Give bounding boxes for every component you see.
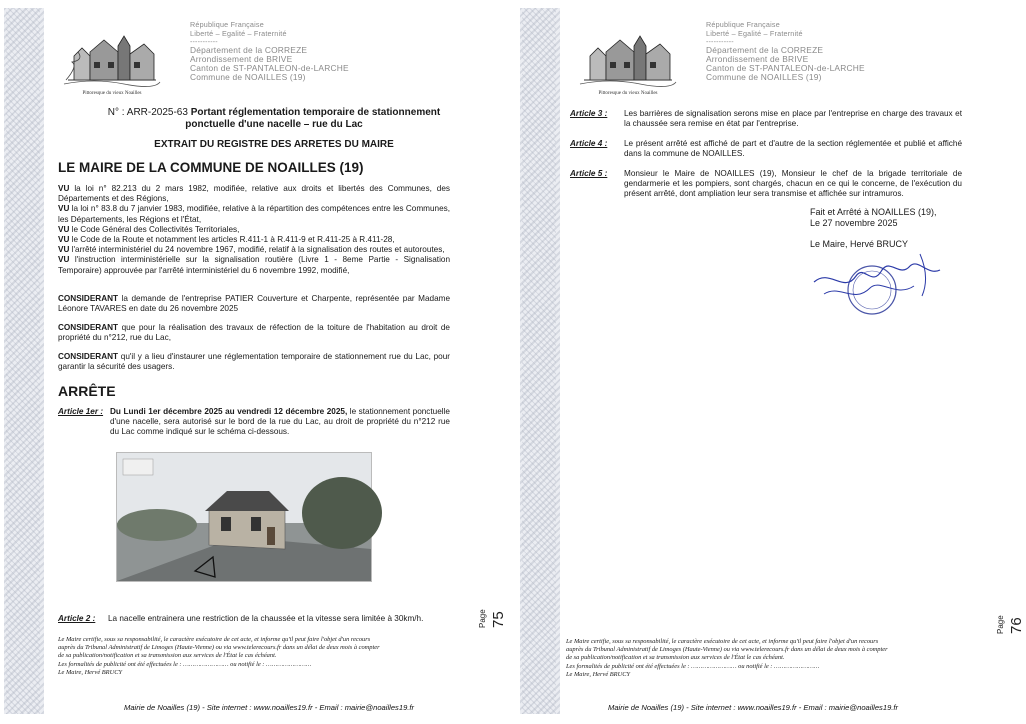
considerant-2: CONSIDERANT que pour la réalisation des travaux de réfection de la toiture de l'habitation au droit de propriété du n°212, rue du Lac,	[58, 323, 450, 343]
rf-line: République Française	[706, 20, 780, 29]
separator: -----------	[706, 39, 734, 46]
commune-line: Commune de NOAILLES (19)	[706, 72, 822, 82]
castle-drawing-icon	[580, 22, 676, 88]
ref-title-1: Portant réglementation temporaire de stationnement	[190, 107, 441, 118]
rf-line: République Française	[190, 20, 264, 29]
vu-item: VU le Code de la Route et notamment les articles R.411-1 à R.411-9 et R.411-25 à R.411-28,	[58, 235, 395, 245]
article-5-text: Monsieur le Maire de NOAILLES (19), Monsieur le chef de la brigade territoriale de gendarmerie et les pompiers, sont chargés, chacun en ce qui le concerne, de l'exécution du présent arrêté, dont ampliation leur sera transmise et affichée sur intramuros.	[624, 169, 962, 199]
page-footer: Mairie de Noailles (19) - Site internet : www.noailles19.fr - Email : mairie@noailles19.fr	[124, 703, 415, 712]
ref-title-2: ponctuelle d'une nacelle – rue du Lac	[185, 119, 363, 130]
document-page-76	[520, 8, 1025, 714]
signer-line: Le Maire, Hervé BRUCY	[810, 239, 909, 249]
vu-item: VU l'instruction interministérielle sur la signalisation routière (Livre 1 - 8eme Partie - Signalisation Temporaire) approuvée par l'arrêté interministériel du 6 novembre 1992, modifié,	[58, 255, 450, 275]
vu-item: VU le Code Général des Collectivités Territoriales,	[58, 224, 240, 234]
commune-line: Commune de NOAILLES (19)	[190, 72, 306, 82]
signature-block	[810, 207, 937, 250]
ref-number: N° : ARR-2025-63	[107, 107, 191, 118]
dept-line: Département de la CORREZE	[190, 45, 308, 55]
logo-caption: Pittoresque du vieux Noailles	[82, 91, 142, 96]
street-photo-image	[117, 453, 371, 581]
motto-line: Liberté – Egalité – Fraternité	[706, 29, 803, 38]
letterhead	[190, 20, 349, 82]
article-1-text: Du Lundi 1er décembre 2025 au vendredi 12 décembre 2025, le stationnement ponctuelle d'une nacelle, sera autorisé sur le bord de la rue du Lac, au droit de propriété du n°212 rue du Lac comme indiqué sur le schéma ci-dessous.	[110, 407, 450, 437]
date-line: Le 27 novembre 2025	[810, 218, 898, 228]
canton-line: Canton de ST-PANTALEON-de-LARCHE	[706, 63, 865, 73]
article-4-text: Le présent arrêté est affiché de part et d'autre de la section réglementée et publié et affiché dans la commune de NOAILLES.	[624, 139, 962, 159]
vu-list	[58, 184, 450, 276]
commune-logo	[64, 22, 160, 96]
dept-line: Département de la CORREZE	[706, 45, 824, 55]
article-3-label: Article 3 :	[570, 109, 608, 118]
site-photo	[116, 452, 372, 582]
arr-line: Arrondissement de BRIVE	[706, 54, 809, 64]
article-3-text: Les barrières de signalisation serons mise en place par l'entreprise en charge des travaux et la chaussée sera remise en état par l'entreprise.	[624, 109, 962, 129]
legal-notice: Le Maire certifie, sous sa responsabilité, le caractère exécutoire de cet acte, et informe qu'il peut faire l'objet d'un recours auprès du Tribunal Administratif de Limoges (Haute-Vienne) ou via www.telerecours.fr dans un délai de deux mois à compter de sa publication/notification et sa transmission aux services de l'État le cas échéant. Les formalités de publicité ont été effectuées le : …………………… ou notifié le : …………………… Le Maire, Hervé BRUCY	[58, 636, 380, 676]
page-number: Page 75	[478, 609, 507, 628]
vu-item: VU la loi n° 83.8 du 7 janvier 1983, modifiée, relative à la répartition des compétences entre les Communes, les Départements, les Régions et l'État,	[58, 204, 450, 224]
article-2-text: La nacelle entrainera une restriction de la chaussée et la vitesse sera limitée à 30km/h.	[108, 614, 424, 623]
signature-stamp-icon	[810, 248, 950, 320]
vu-item: VU l'arrêté interministériel du 24 novembre 1967, modifié, relatif à la signalisation des routes et autoroutes,	[58, 245, 445, 255]
arrete-heading: ARRÊTE	[58, 383, 116, 399]
mayor-heading: LE MAIRE DE LA COMMUNE DE NOAILLES (19)	[58, 160, 364, 175]
article-1-label: Article 1er :	[58, 407, 104, 416]
vu-item: VU la loi n° 82.213 du 2 mars 1982, modifiée, relative aux droits et libertés des Communes, des Départements et des Régions,	[58, 184, 450, 204]
commune-logo	[580, 22, 676, 96]
arr-line: Arrondissement de BRIVE	[190, 54, 293, 64]
considerant-1: CONSIDERANT la demande de l'entreprise PATIER Couverture et Charpente, représentée par Madame Léonore TAVARES en date du 26 novembre 2025	[58, 294, 450, 314]
fait-line: Fait et Arrêté à NOAILLES (19),	[810, 207, 937, 217]
legal-notice: Le Maire certifie, sous sa responsabilité, le caractère exécutoire de cet acte, et informe qu'il peut faire l'objet d'un recours auprès du Tribunal Administratif de Limoges (Haute-Vienne) ou via www.telerecours.fr dans un délai de deux mois à compter de sa publication/notification et sa transmission aux services de l'État le cas échéant. Les formalités de publicité ont été effectuées le : …………………… ou notifié le : …………………… Le Maire, Hervé BRUCY	[566, 638, 888, 678]
considerant-3: CONSIDERANT qu'il y a lieu d'instaurer une réglementation temporaire de stationnement rue du Lac, pour garantir la sécurité des usagers.	[58, 352, 450, 372]
page-number: Page 76	[996, 615, 1025, 634]
motto-line: Liberté – Egalité – Fraternité	[190, 29, 287, 38]
article-2-label: Article 2 :	[58, 614, 96, 623]
logo-caption: Pittoresque du vieux Noailles	[598, 91, 658, 96]
document-page-75	[4, 8, 507, 714]
castle-drawing-icon	[64, 22, 160, 88]
register-extract-heading: EXTRAIT DU REGISTRE DES ARRETES DU MAIRE	[154, 139, 394, 150]
canton-line: Canton de ST-PANTALEON-de-LARCHE	[190, 63, 349, 73]
decree-reference	[64, 107, 484, 131]
letterhead	[706, 20, 865, 82]
article-5-label: Article 5 :	[570, 169, 608, 178]
page-footer: Mairie de Noailles (19) - Site internet : www.noailles19.fr - Email : mairie@noailles19.fr	[608, 703, 899, 712]
separator: -----------	[190, 39, 218, 46]
article-4-label: Article 4 :	[570, 139, 608, 148]
